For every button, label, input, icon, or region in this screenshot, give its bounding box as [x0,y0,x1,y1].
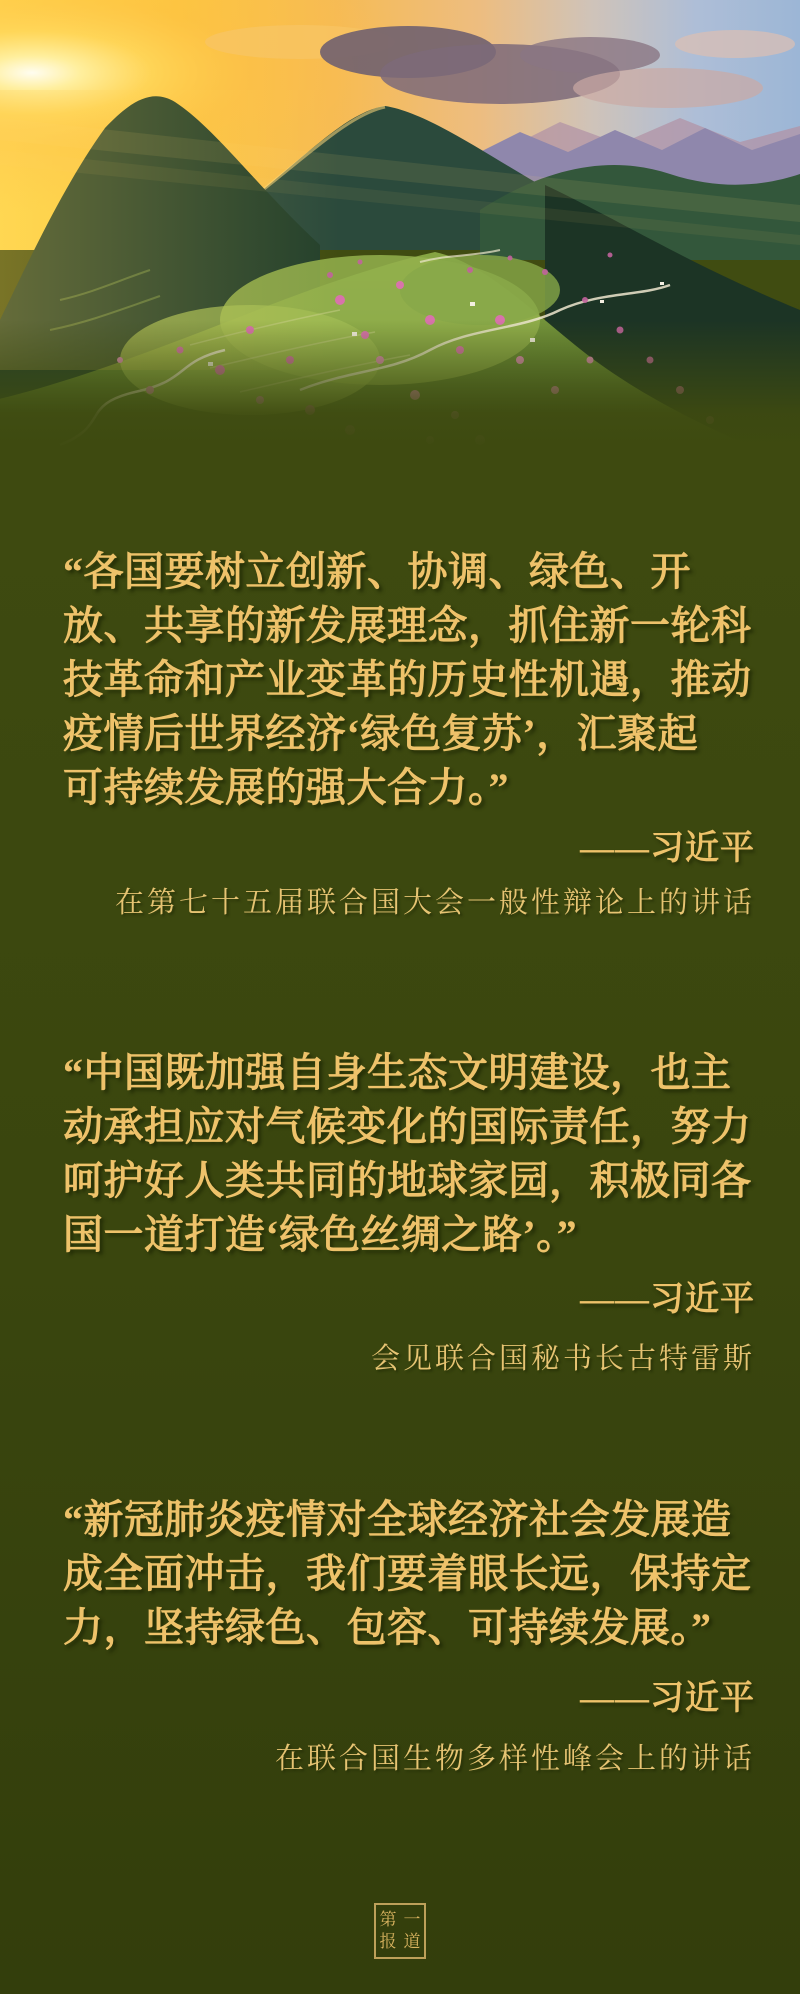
quote-line: “新冠肺炎疫情对全球经济社会发展造 [63,1497,732,1542]
quote-line: “中国既加强自身生态文明建设，也主 [63,1050,732,1095]
logo-row-1: 第一 [379,1910,428,1929]
quote-line: 可持续发展的强大合力。” [63,765,509,810]
quote-3-text [63,1493,755,1655]
quote-block-3 [0,1493,800,1776]
quote-3-source: 在联合国生物多样性峰会上的讲话 [274,1743,755,1775]
quote-1-source: 在第七十五届联合国大会一般性辩论上的讲话 [114,887,755,919]
quote-line: 疫情后世界经济‘绿色复苏’，汇聚起 [63,711,699,756]
quote-1-attribution: ——习近平 [580,830,755,867]
quote-line: 动承担应对气候变化的国际责任，努力 [63,1104,752,1149]
quote-line: 国一道打造‘绿色丝绸之路’。” [63,1212,578,1257]
quote-1-text [63,545,755,815]
first-report-logo [374,1903,426,1959]
quote-2-source: 会见联合国秘书长古特雷斯 [370,1343,755,1375]
quote-line: 成全面冲击，我们要着眼长远，保持定 [63,1551,752,1596]
quote-line: 技革命和产业变革的历史性机遇，推动 [63,657,752,702]
quote-2-text [63,1046,755,1262]
quote-line: 力，坚持绿色、包容、可持续发展。” [63,1605,712,1650]
quote-block-2 [0,1046,800,1376]
logo-row-2: 报道 [379,1932,428,1951]
quote-3-attribution: ——习近平 [580,1680,755,1717]
mountain-sunset-illustration [0,0,800,450]
quote-2-attribution: ——习近平 [580,1281,755,1318]
quote-block-1 [0,545,800,920]
quote-line: 放、共享的新发展理念，抓住新一轮科 [63,603,752,648]
quote-line: “各国要树立创新、协调、绿色、开 [63,549,691,594]
hero-photo [0,0,800,450]
quote-line: 呵护好人类共同的地球家园，积极同各 [63,1158,752,1203]
